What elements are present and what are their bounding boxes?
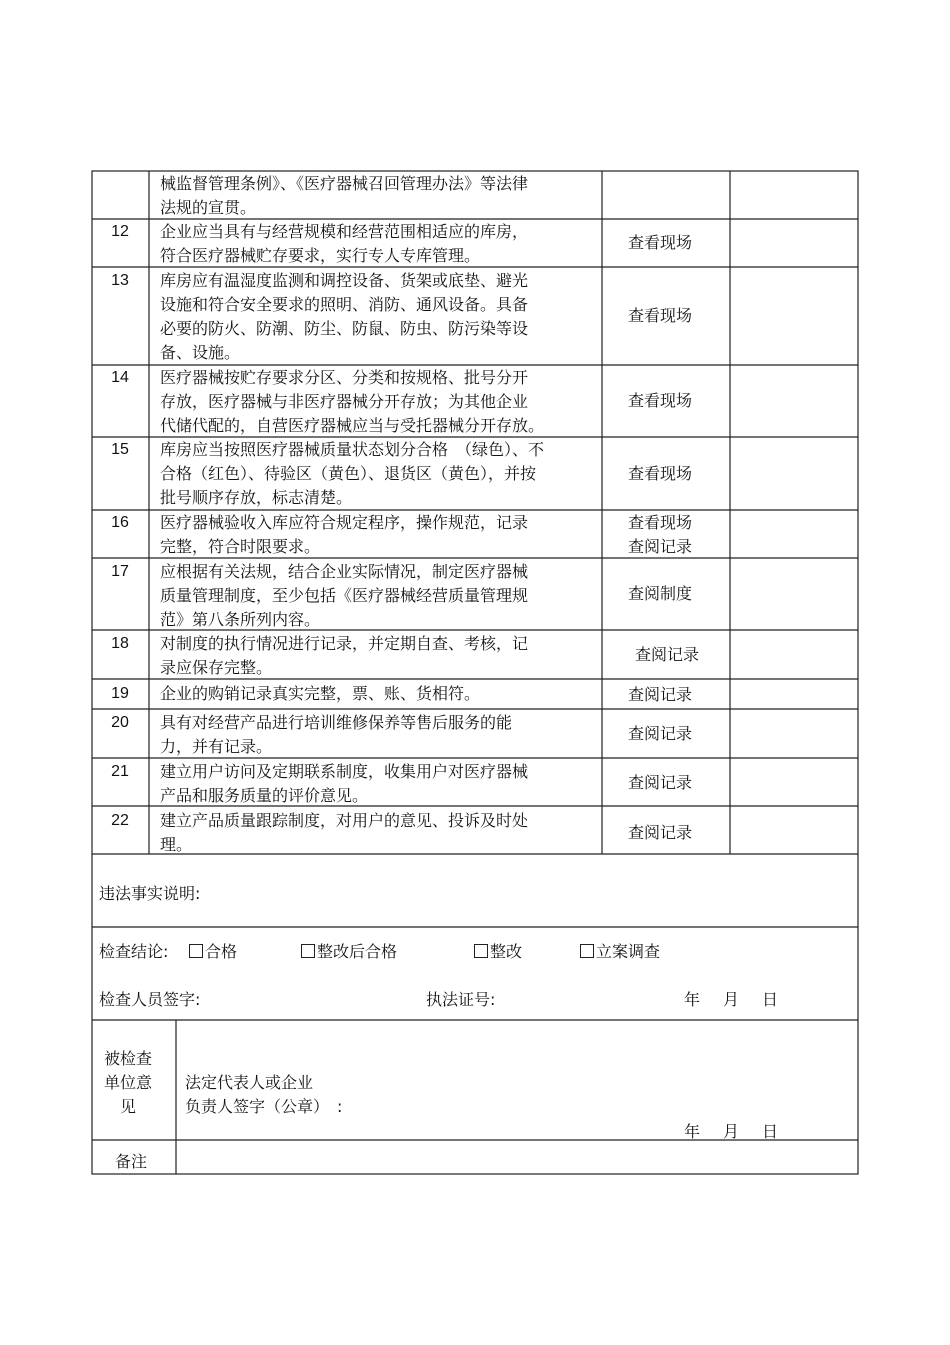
item-method: 查阅记录 bbox=[628, 685, 693, 704]
item-text: 建立产品质量跟踪制度，对用户的意见、投诉及时处 理。 bbox=[160, 811, 529, 854]
date-month: 月 bbox=[723, 990, 740, 1009]
checkbox-icon[interactable] bbox=[580, 944, 594, 958]
item-number: 20 bbox=[111, 714, 129, 731]
opinion-date-day: 日 bbox=[762, 1122, 779, 1141]
opinion-date-month: 月 bbox=[723, 1122, 740, 1141]
conclusion-label: 检查结论: bbox=[99, 942, 169, 961]
opinion-label: 被检查 单位意 见 bbox=[104, 1049, 153, 1116]
item-number: 19 bbox=[111, 685, 129, 702]
item-text: 建立用户访问及定期联系制度，收集用户对医疗器械 产品和服务质量的评价意见。 bbox=[160, 762, 529, 805]
item-text: 具有对经营产品进行培训维修保养等售后服务的能 力，并有记录。 bbox=[160, 713, 513, 756]
item-number: 16 bbox=[111, 514, 129, 531]
item-method: 查阅制度 bbox=[628, 584, 693, 603]
item-number: 17 bbox=[111, 563, 129, 580]
option-file-case[interactable]: 立案调查 bbox=[580, 940, 660, 964]
item-text: 库房应有温湿度监测和调控设备、货架或底垫、避光 设施和符合安全要求的照明、消防、通风设备。具备 必要的防火、防潮、防尘、防鼠、防虫、防污染等设 备、设施。 bbox=[160, 271, 529, 362]
item-text: 企业的购销记录真实完整，票、账、货相符。 bbox=[160, 684, 481, 703]
option-pass[interactable]: 合格 bbox=[189, 940, 237, 964]
item-method: 查看现场 bbox=[628, 233, 693, 252]
item-text: 企业应当具有与经营规模和经营范围相适应的库房， 符合医疗器械贮存要求，实行专人专库管理。 bbox=[160, 222, 529, 265]
item-number: 13 bbox=[111, 272, 129, 289]
item-text: 医疗器械验收入库应符合规定程序，操作规范，记录 完整，符合时限要求。 bbox=[160, 513, 529, 556]
item-method: 查阅记录 bbox=[635, 645, 700, 664]
item-number: 12 bbox=[111, 223, 129, 240]
item-number: 18 bbox=[111, 635, 129, 652]
option-pass-after-rectification[interactable]: 整改后合格 bbox=[301, 940, 397, 964]
date-day: 日 bbox=[762, 990, 779, 1009]
item-number: 14 bbox=[111, 369, 129, 386]
item-method: 查看现场 bbox=[628, 306, 693, 325]
item-text: 械监督管理条例》、《医疗器械召回管理办法》等法律 法规的宣贯。 bbox=[160, 174, 529, 217]
item-text: 对制度的执行情况进行记录，并定期自查、考核，记 录应保存完整。 bbox=[160, 634, 529, 677]
item-number: 15 bbox=[111, 441, 129, 458]
checkbox-icon[interactable] bbox=[474, 944, 488, 958]
opinion-date-year: 年 bbox=[684, 1122, 701, 1141]
checkbox-icon[interactable] bbox=[189, 944, 203, 958]
violation-facts-label: 违法事实说明: bbox=[99, 884, 201, 903]
date-year: 年 bbox=[684, 990, 701, 1009]
legal-rep-signature: 法定代表人或企业 负责人签字（公章） : bbox=[185, 1073, 343, 1116]
checkbox-icon[interactable] bbox=[301, 944, 315, 958]
item-number: 21 bbox=[111, 763, 129, 780]
option-rectify[interactable]: 整改 bbox=[474, 940, 522, 964]
item-method: 查看现场 bbox=[628, 464, 693, 483]
inspector-signature-label: 检查人员签字: bbox=[99, 990, 201, 1009]
item-method: 查阅记录 bbox=[628, 773, 693, 792]
item-method: 查阅记录 bbox=[628, 724, 693, 743]
item-method: 查看现场 bbox=[628, 391, 693, 410]
item-number: 22 bbox=[111, 812, 129, 829]
item-method: 查看现场 查阅记录 bbox=[628, 513, 693, 556]
item-text: 医疗器械按贮存要求分区、分类和按规格、批号分开 存放，医疗器械与非医疗器械分开存放；为其他企业 代储代配的，自营医疗器械应当与受托器械分开存放。 bbox=[160, 368, 545, 435]
item-method: 查阅记录 bbox=[628, 823, 693, 842]
item-text: 库房应当按照医疗器械质量状态划分合格 （绿色）、不 合格（红色）、待验区（黄色）、退货区（黄色），并按 批号顺序存放，标志清楚。 bbox=[160, 440, 545, 507]
license-number-label: 执法证号: bbox=[426, 990, 496, 1009]
remarks-label: 备注 bbox=[115, 1152, 148, 1171]
item-text: 应根据有关法规，结合企业实际情况，制定医疗器械 质量管理制度，至少包括《医疗器械经营质量管理规 范》第八条所列内容。 bbox=[160, 562, 529, 629]
